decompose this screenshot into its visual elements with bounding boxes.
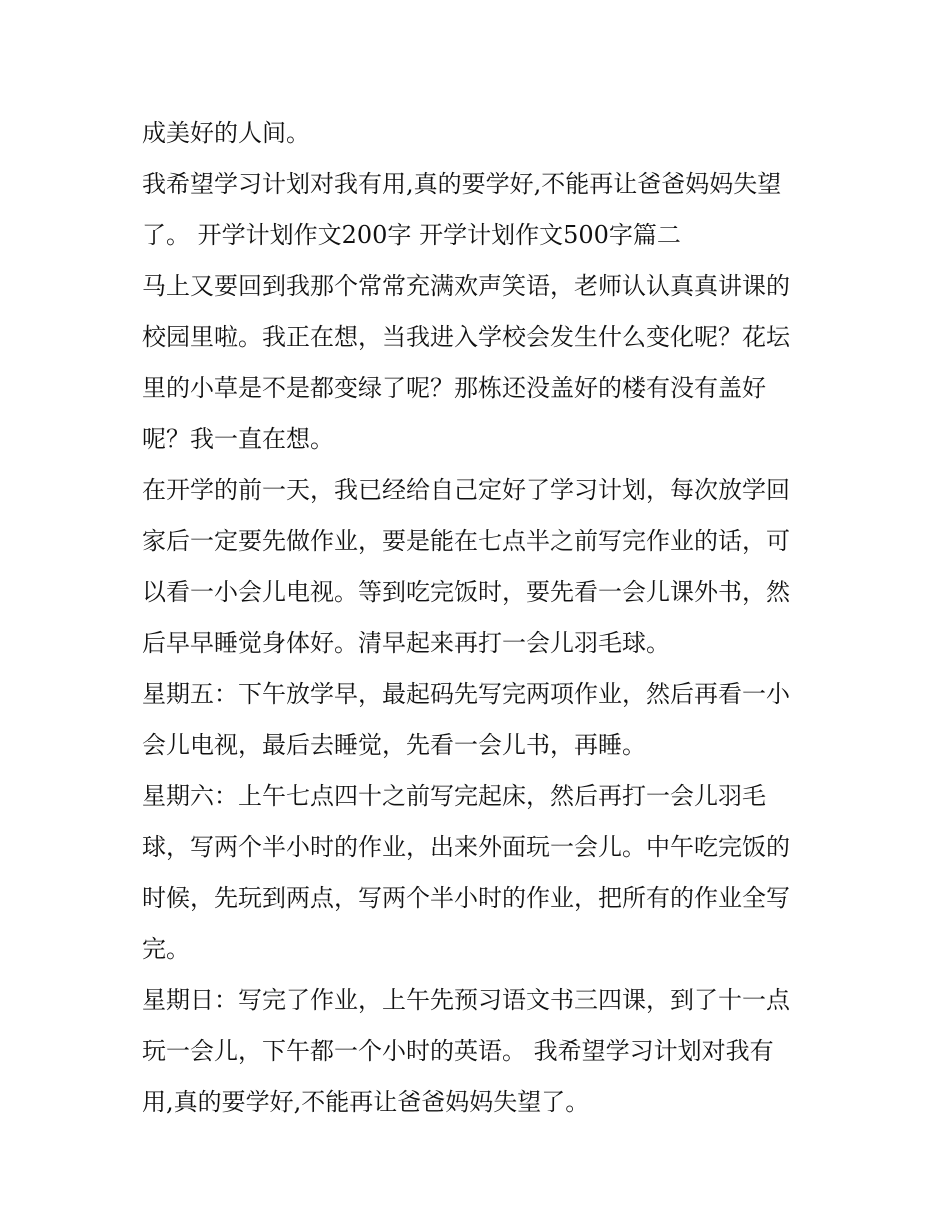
text-line: 里的小草是不是都变绿了呢？那栋还没盖好的楼有没有盖好	[142, 374, 766, 402]
text-line: 会儿电视，最后去睡觉，先看一会儿书，再睡。	[142, 731, 646, 759]
text-line: 呢？我一直在想。	[142, 425, 334, 453]
text-line: 玩一会儿，下午都一个小时的英语。 我希望学习计划对我有	[142, 1037, 774, 1065]
document-body	[142, 108, 822, 1128]
text-line: 成美好的人间。	[142, 119, 310, 147]
text-line: 星期五：下午放学早，最起码先写完两项作业，然后再看一小	[142, 680, 790, 708]
text-line: 了。 开学计划作文200字 开学计划作文500字篇二	[142, 221, 681, 249]
text-line: 在开学的前一天，我已经给自己定好了学习计划，每次放学回	[142, 476, 790, 504]
text-line: 星期六：上午七点四十之前写完起床，然后再打一会儿羽毛	[142, 782, 766, 810]
text-line: 完。	[142, 935, 190, 963]
text-line: 马上又要回到我那个常常充满欢声笑语，老师认认真真讲课的	[142, 272, 790, 300]
text-line: 时候，先玩到两点，写两个半小时的作业，把所有的作业全写	[142, 884, 790, 912]
text-line: 校园里啦。我正在想，当我进入学校会发生什么变化呢？花坛	[142, 323, 790, 351]
text-line: 后早早睡觉身体好。清早起来再打一会儿羽毛球。	[142, 629, 670, 657]
text-line: 我希望学习计划对我有用,真的要学好,不能再让爸爸妈妈失望	[142, 170, 782, 198]
text-line: 家后一定要先做作业，要是能在七点半之前写完作业的话，可	[142, 527, 790, 555]
text-line: 球，写两个半小时的作业，出来外面玩一会儿。中午吃完饭的	[142, 833, 790, 861]
text-line: 以看一小会儿电视。等到吃完饭时，要先看一会儿课外书，然	[142, 578, 790, 606]
text-line: 用,真的要学好,不能再让爸爸妈妈失望了。	[142, 1088, 590, 1116]
text-line: 星期日：写完了作业，上午先预习语文书三四课，到了十一点	[142, 986, 790, 1014]
